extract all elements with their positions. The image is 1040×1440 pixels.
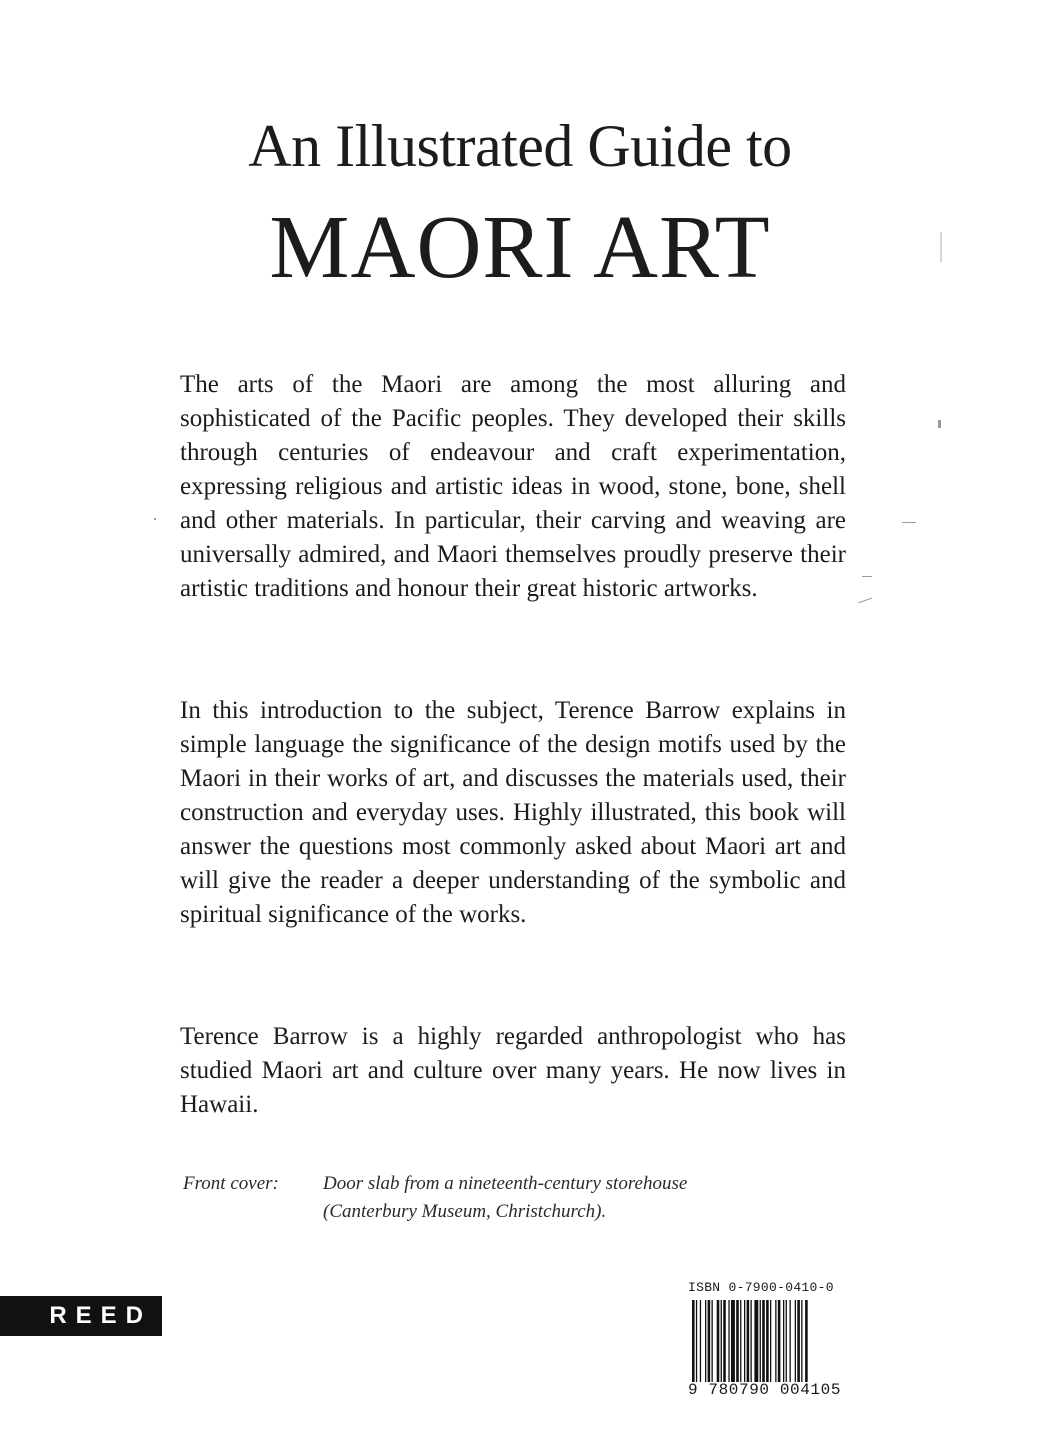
barcode-bar (700, 1300, 701, 1382)
blurb-paragraph-1: The arts of the Maori are among the most alluring and sophisticated of the Pacific peoples. They developed their skills through centuries of endeavour and craft experimentation, expressing religious and artistic ideas in wood, stone, bone, shell and other materials. In particular, their carving and weaving are universally admired, and Maori themselves proudly preserve their artistic traditions and honour their great historic artworks. (180, 371, 846, 602)
barcode-bar (736, 1300, 739, 1382)
barcode-bar (747, 1300, 750, 1382)
barcode-bar (731, 1300, 735, 1382)
cover-credit-label: Front cover: (183, 1173, 279, 1194)
barcode-bar (795, 1300, 796, 1382)
book-title: MAORI ART (269, 198, 771, 297)
barcode-bar (692, 1300, 695, 1382)
barcode-number: 9 780790 004105 (688, 1381, 842, 1399)
barcode-icon (692, 1300, 850, 1382)
scan-speck (154, 518, 156, 520)
scan-speck (858, 598, 871, 604)
barcode-block (688, 1278, 854, 1406)
barcode-bar (778, 1300, 781, 1382)
scan-speck (902, 522, 916, 523)
barcode-bar (744, 1300, 745, 1382)
barcode-bar (751, 1300, 752, 1382)
barcode-bar (723, 1300, 726, 1382)
title-line-1: An Illustrated Guide to (248, 113, 792, 179)
barcode-bar (805, 1300, 808, 1382)
isbn-label: ISBN 0-7900-0410-0 (688, 1280, 834, 1295)
barcode-bar (754, 1300, 758, 1382)
cover-credit-line-2: (Canterbury Museum, Christchurch). (323, 1201, 607, 1222)
barcode-bar (786, 1300, 787, 1382)
barcode-bar (790, 1300, 791, 1382)
cover-credit-text (323, 1170, 843, 1226)
barcode-bar (760, 1300, 761, 1382)
scan-speck (938, 420, 941, 428)
barcode-bar (705, 1300, 706, 1382)
barcode-bar (766, 1300, 769, 1382)
barcode-bar (728, 1300, 729, 1382)
barcode-bar (762, 1300, 765, 1382)
scan-speck (862, 576, 872, 577)
author-bio: Terence Barrow is a highly regarded anthropologist who has studied Maori art and culture over many years. He now lives in Hawaii. (180, 1023, 846, 1118)
barcode-bar (721, 1300, 722, 1382)
barcode-bar (801, 1300, 802, 1382)
barcode-bar (770, 1300, 771, 1382)
cover-credit-line-1: Door slab from a nineteenth-century storehouse (323, 1173, 688, 1194)
barcode-bar (797, 1300, 800, 1382)
barcode-bar (783, 1300, 784, 1382)
barcode-bar (696, 1300, 697, 1382)
barcode-bar (712, 1300, 713, 1382)
scan-speck (940, 232, 942, 262)
blurb-paragraph-2: In this introduction to the subject, Terence Barrow explains in simple language the significance of the design motifs used by the Maori in their works of art, and discusses the materials used, their construction and everyday uses. Highly illustrated, this book will answer the questions most commonly asked about Maori art and will give the reader a deeper understanding of the symbolic and spiritual significance of the works. (180, 697, 846, 928)
barcode-bar (717, 1300, 720, 1382)
publisher-logo: REED (0, 1296, 162, 1336)
barcode-bar (775, 1300, 776, 1382)
barcode-bar (740, 1300, 741, 1382)
barcode-bar (708, 1300, 711, 1382)
